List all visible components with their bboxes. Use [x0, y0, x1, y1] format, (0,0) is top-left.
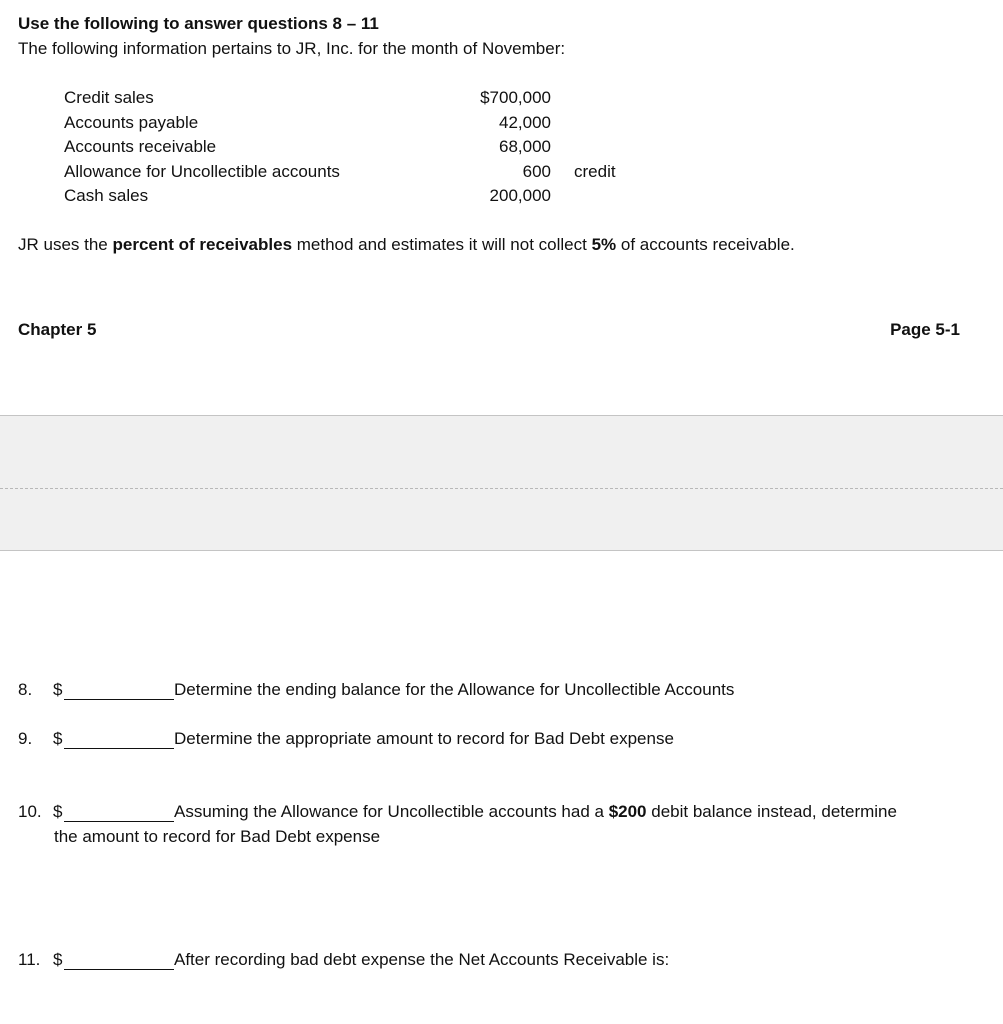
row-amount: 200,000	[489, 186, 551, 205]
answer-blank[interactable]	[64, 821, 174, 822]
row-amount: 68,000	[499, 137, 551, 156]
row-amount: 600	[522, 162, 551, 181]
method-suffix: of accounts receivable.	[616, 235, 795, 254]
chapter-label: Chapter 5	[18, 320, 97, 339]
intro-text: The following information pertains to JR, Inc. for the month of November:	[18, 39, 566, 58]
question-text: After recording bad debt expense the Net Accounts Receivable is:	[174, 950, 670, 969]
question-text-suffix: debit balance instead, determine	[646, 802, 897, 821]
answer-blank[interactable]	[64, 748, 174, 749]
question-number: 8.	[18, 680, 33, 699]
answer-blank[interactable]	[64, 969, 174, 970]
uncollectible-percent: 5%	[591, 235, 617, 254]
method-name: percent of receivables	[112, 235, 293, 254]
method-middle: method and estimates it will not collect	[292, 235, 592, 254]
row-label: Accounts payable	[64, 113, 199, 132]
question-number: 11.	[18, 950, 41, 969]
question-text-prefix: Assuming the Allowance for Uncollectible accounts had a	[174, 802, 609, 821]
debit-balance-amount: $200	[608, 802, 647, 821]
row-note: credit	[574, 162, 616, 181]
question-text	[174, 801, 897, 823]
question-number: 10.	[18, 802, 42, 821]
row-label: Cash sales	[64, 186, 149, 205]
method-statement	[18, 234, 795, 256]
dollar-sign: $	[53, 729, 63, 748]
dollar-sign: $	[53, 680, 63, 699]
row-label: Credit sales	[64, 88, 154, 107]
page-break	[0, 415, 1003, 551]
answer-blank[interactable]	[64, 699, 174, 700]
section-heading: Use the following to answer questions 8 – 11	[18, 14, 379, 33]
question-number: 9.	[18, 729, 33, 748]
page-number: Page 5-1	[890, 320, 960, 339]
row-label: Accounts receivable	[64, 137, 217, 156]
dollar-sign: $	[53, 802, 63, 821]
question-text-continuation: the amount to record for Bad Debt expense	[54, 827, 381, 846]
question-text: Determine the appropriate amount to record for Bad Debt expense	[174, 729, 674, 748]
method-prefix: JR uses the	[18, 235, 113, 254]
row-label: Allowance for Uncollectible accounts	[64, 162, 340, 181]
question-text: Determine the ending balance for the Allowance for Uncollectible Accounts	[174, 680, 735, 699]
dollar-sign: $	[53, 950, 63, 969]
page-break-divider	[0, 488, 1003, 489]
row-amount: 42,000	[499, 113, 551, 132]
row-amount: $700,000	[480, 88, 551, 107]
